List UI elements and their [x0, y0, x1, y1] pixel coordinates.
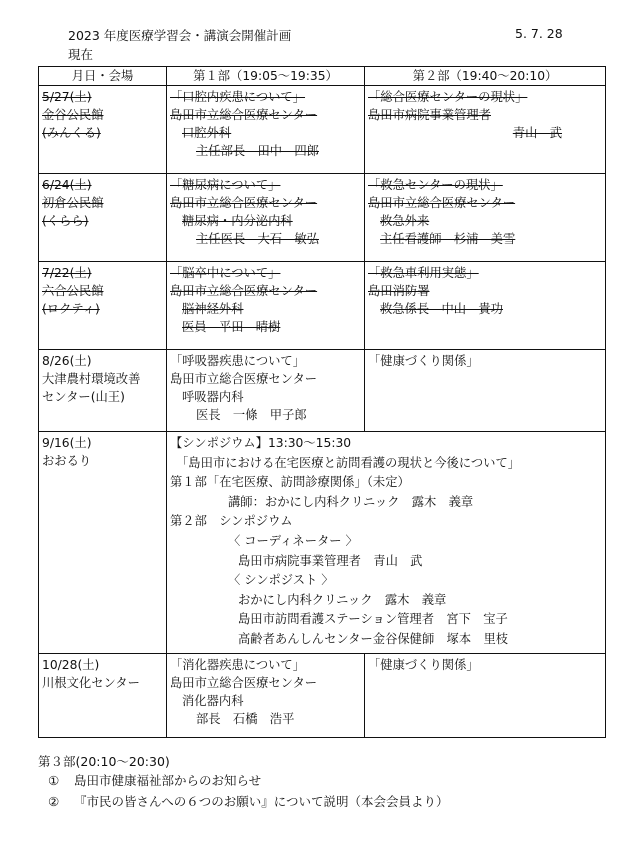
lecture-department: 救急外来 [380, 214, 430, 228]
lecture-department: 口腔外科 [182, 126, 232, 140]
cell-part1 [167, 174, 365, 262]
item-text: 『市民の皆さんへの６つのお願い』について説明（本会会員より） [74, 794, 449, 809]
venue-name-cont: センター(山王) [42, 390, 125, 404]
table-row-august [39, 350, 606, 432]
as-of-label: 現在 [68, 47, 94, 62]
lecture-topic: 「健康づくり関係」 [368, 658, 479, 672]
lecturer-name: 主任部長 田中 四郎 [196, 144, 319, 158]
table-row-july [39, 262, 606, 350]
document-date: 5. 7. 28 [515, 26, 563, 41]
table-row-october [39, 654, 606, 738]
lecture-department: 脳神経外科 [182, 302, 244, 316]
venue-name: 大津農村環境改善 [42, 372, 141, 386]
lecture-topic: 「糖尿病について」 [170, 178, 281, 192]
cell-part2 [365, 350, 606, 432]
lecturer-name: 主任看護師 杉浦 美雪 [380, 232, 516, 246]
lecture-institution: 島田市立総合医療センター [170, 372, 318, 386]
event-date: 8/26(土) [42, 354, 92, 368]
lecturer-name: 青山 武 [512, 126, 562, 140]
symposium-title: 「島田市における在宅医療と訪問看護の現状と今後について」 [176, 455, 521, 470]
lecture-topic: 「呼吸器疾患について」 [170, 354, 306, 368]
symposist-3: 高齢者あんしんセンター金谷保健師 塚本 里枝 [238, 631, 509, 646]
lecture-institution: 島田市立総合医療センター [170, 196, 318, 210]
venue-name: 初倉公民館 [42, 196, 104, 210]
lecture-department: 消化器内科 [182, 694, 244, 708]
lecture-department: 呼吸器内科 [182, 390, 244, 404]
venue-nickname: (みんくる) [42, 126, 101, 140]
lecture-topic: 「口腔内疾患について」 [170, 90, 306, 104]
item-number: ② [48, 794, 60, 809]
table-row-september [39, 432, 606, 654]
lecture-institution: 島田市立総合医療センター [170, 284, 318, 298]
symposium-part2: 第２部 シンポジウム [170, 514, 293, 529]
schedule-table [38, 66, 606, 738]
symposium-heading: 【シンポジウム】13:30～15:30 [170, 436, 352, 450]
symposium-lecturer: 講師：おかにし内科クリニック 露木 義章 [228, 494, 474, 509]
event-date: 9/16(土) [42, 436, 92, 450]
lecture-department: 糖尿病・内分泌内科 [182, 214, 293, 228]
venue-nickname: (くらら) [42, 214, 89, 228]
cell-date-venue [39, 174, 167, 262]
lecturer-name: 医員 平田 晴樹 [182, 320, 281, 334]
symposium-part1: 第１部「在宅医療、訪問診療関係」（未定） [170, 475, 410, 490]
cell-part2 [365, 654, 606, 738]
venue-name: 六合公民館 [42, 284, 104, 298]
cell-part1 [167, 654, 365, 738]
cell-symposium [167, 432, 606, 654]
lecture-topic: 「総合医療センターの現状」 [368, 90, 528, 104]
symposist-2: 島田市訪問看護ステーション管理者 宮下 宝子 [238, 612, 508, 627]
header-part1: 第１部（19:05～19:35） [167, 67, 365, 86]
table-header-row [39, 67, 606, 86]
venue-name: おおるり [42, 454, 92, 468]
cell-date-venue [39, 86, 167, 174]
lecture-institution: 島田市立総合医療センター [368, 196, 516, 210]
header-date-venue: 月日・会場 [39, 67, 167, 86]
part3-heading: 第３部(20:10～20:30) [38, 754, 170, 769]
lecture-topic: 「消化器疾患について」 [170, 658, 306, 672]
lecturer-name: 部長 石橋 浩平 [196, 712, 295, 726]
cell-date-venue [39, 350, 167, 432]
cell-part2 [365, 174, 606, 262]
lecture-topic: 「健康づくり関係」 [368, 354, 479, 368]
part3-item-1 [48, 771, 261, 789]
cell-part1 [167, 350, 365, 432]
lecture-topic: 「脳卒中について」 [170, 266, 281, 280]
cell-part1 [167, 262, 365, 350]
venue-name: 金谷公民館 [42, 108, 104, 122]
lecture-topic: 「救急車利用実態」 [368, 266, 479, 280]
lecture-institution: 島田市立総合医療センター [170, 676, 318, 690]
event-date: 7/22(土) [42, 266, 92, 280]
lecturer-name: 救急係長 中山 貴功 [380, 302, 503, 316]
header-part2: 第２部（19:40～20:10） [365, 67, 606, 86]
cell-part2 [365, 86, 606, 174]
cell-date-venue [39, 432, 167, 654]
coordinator-name: 島田市病院事業管理者 青山 武 [238, 553, 423, 568]
part3-item-2 [48, 792, 449, 810]
item-number: ① [48, 773, 60, 788]
table-row-june [39, 174, 606, 262]
venue-nickname: (ロクティ) [42, 302, 100, 316]
event-date: 10/28(土) [42, 658, 100, 672]
lecturer-name: 医長 一條 甲子郎 [196, 408, 307, 422]
event-date: 5/27(土) [42, 90, 92, 104]
lecture-institution: 島田市病院事業管理者 [368, 108, 491, 122]
lecture-institution: 島田消防署 [368, 284, 430, 298]
lecturer-name: 主任医長 大石 敏弘 [196, 232, 319, 246]
lecture-institution: 島田市立総合医療センター [170, 108, 318, 122]
table-row-may [39, 86, 606, 174]
symposist-label: 〈 シンポジスト 〉 [228, 573, 334, 588]
cell-part1 [167, 86, 365, 174]
coordinator-label: 〈 コーディネーター 〉 [228, 533, 358, 548]
lecture-topic: 「救急センターの現状」 [368, 178, 503, 192]
venue-name: 川根文化センター [42, 676, 140, 690]
symposist-1: おかにし内科クリニック 露木 義章 [238, 592, 447, 607]
document-title: 2023 年度医療学習会・講演会開催計画 [68, 28, 292, 43]
cell-date-venue [39, 262, 167, 350]
event-date: 6/24(土) [42, 178, 92, 192]
cell-date-venue [39, 654, 167, 738]
cell-part2 [365, 262, 606, 350]
item-text: 島田市健康福祉部からのお知らせ [74, 773, 262, 788]
